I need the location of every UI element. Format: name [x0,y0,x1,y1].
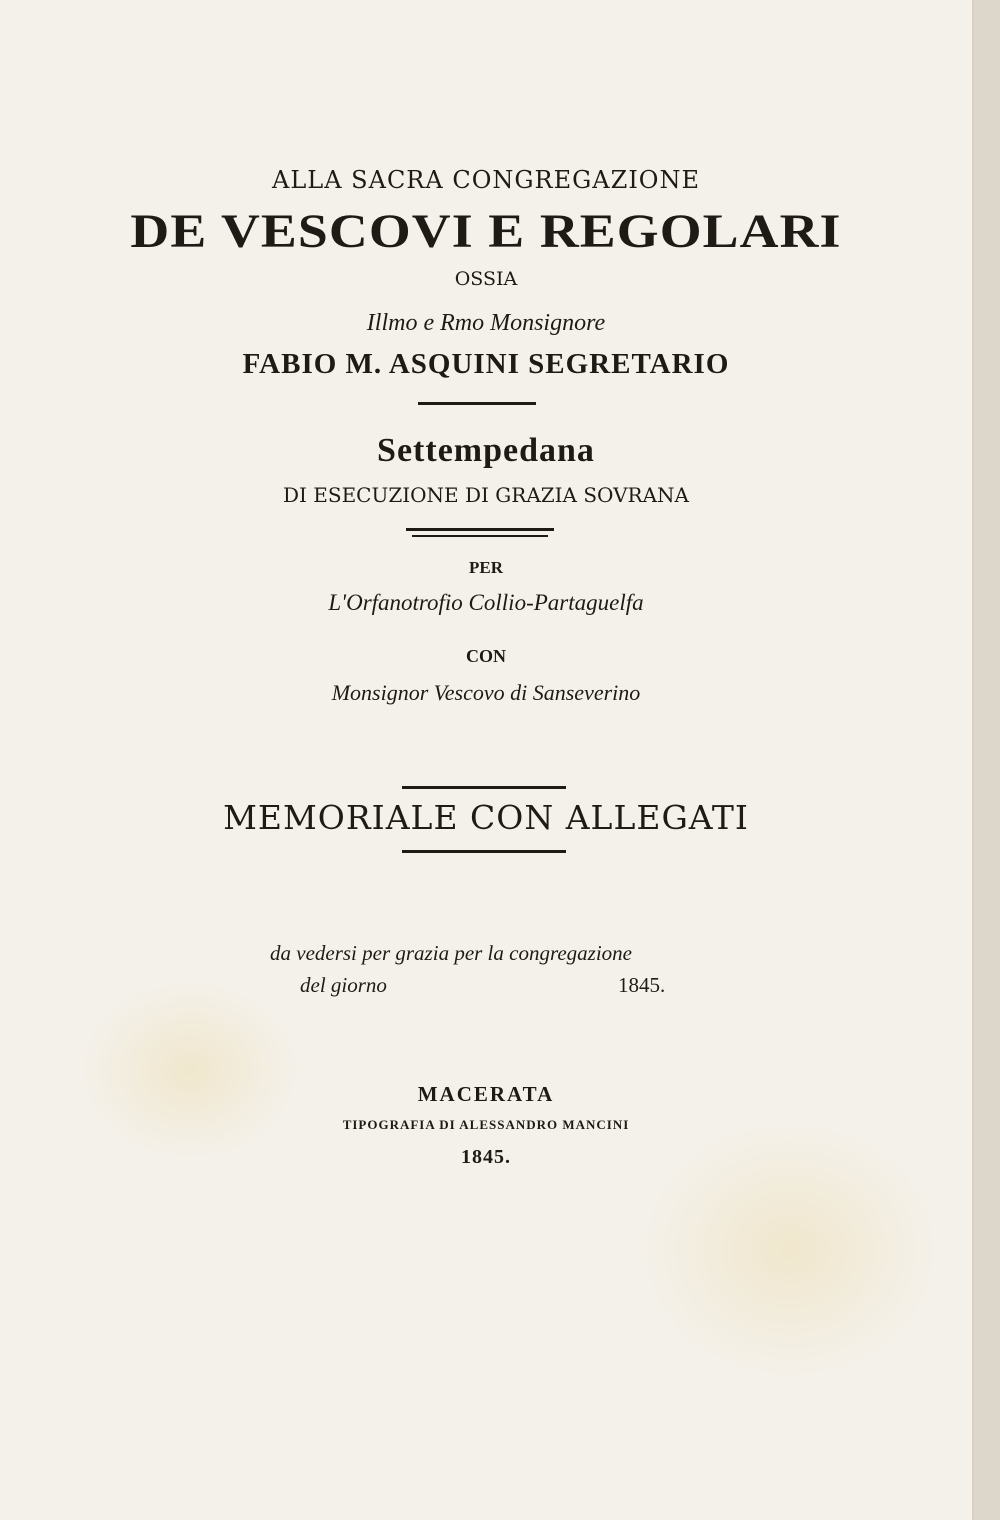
divider-rule [418,402,536,405]
addressee-line: ALLA SACRA CONGREGAZIONE [272,166,700,194]
per-label: PER [469,558,503,577]
printer-line: TIPOGRAFIA DI ALESSANDRO MANCINI [342,1117,630,1132]
print-year: 1845. [461,1146,511,1168]
ossia-line: OSSIA [454,268,518,290]
hearing-year: 1845. [618,973,666,997]
con-label: CON [466,646,506,666]
divider-rule [412,535,548,537]
page-edge [974,0,1000,1520]
case-subject: DI ESECUZIONE DI GRAZIA SOVRANA [282,483,689,507]
divider-rule [406,528,554,531]
honorific-line: Illmo e Rmo Monsignore [366,310,606,336]
memorial-title: MEMORIALE CON ALLEGATI [223,798,749,837]
hearing-day-label: del giorno [300,973,387,997]
divider-rule [402,850,566,853]
secretary-line: FABIO M. ASQUINI SEGRETARIO [242,348,730,380]
first-party: L'Orfanotrofio Collio-Partaguelfa [328,590,644,615]
second-party: Monsignor Vescovo di Sanseverino [331,680,641,705]
case-title: Settempedana [377,432,595,469]
congregation-title: DE VESCOVI E REGOLARI [130,205,842,258]
place-line: MACERATA [417,1082,555,1106]
hearing-line: da vedersi per grazia per la congregazione [270,941,633,965]
divider-rule [402,786,566,789]
